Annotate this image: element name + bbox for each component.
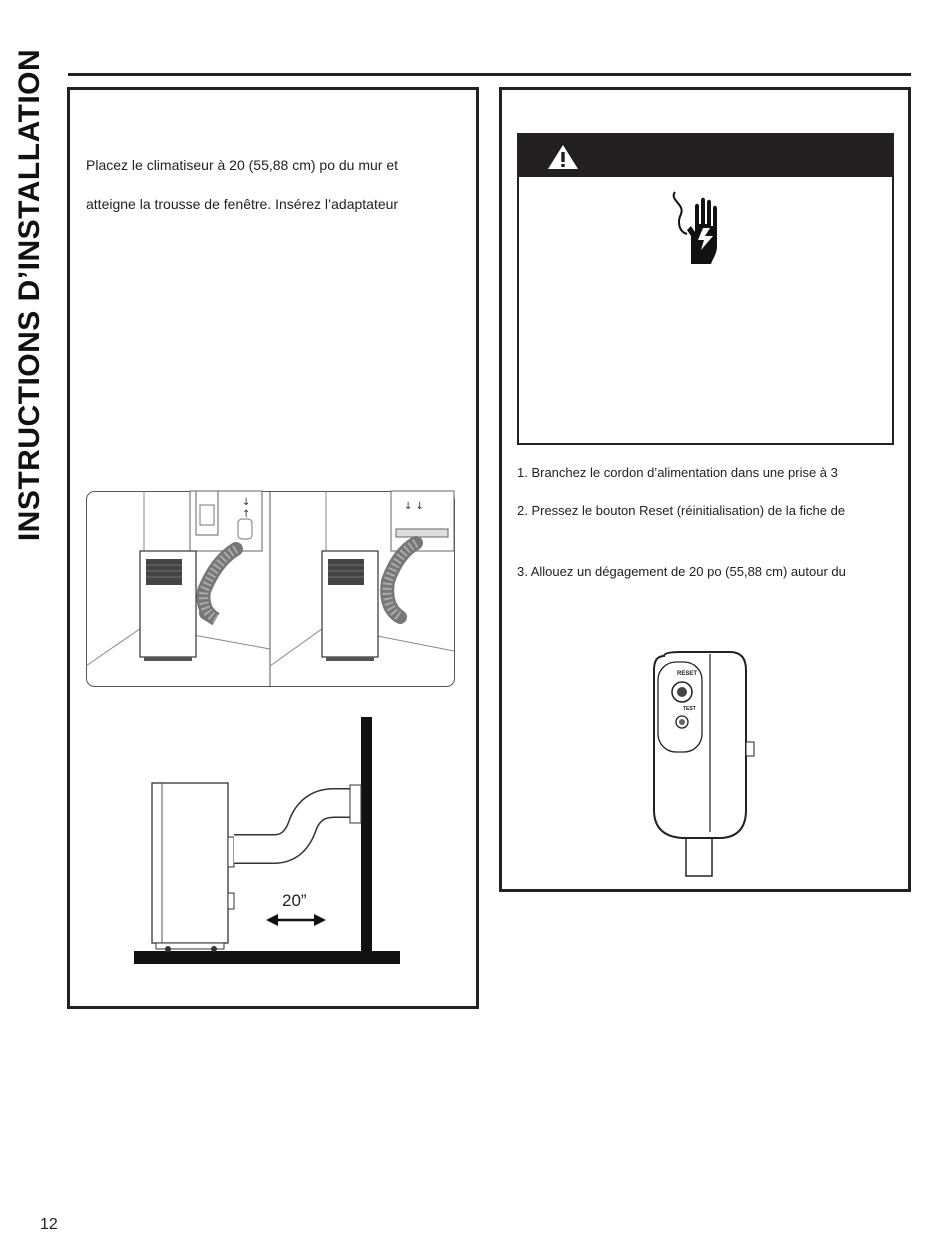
svg-text:↓ ↓: ↓ ↓ [404, 501, 424, 512]
clearance-side-view-illustration [134, 717, 400, 967]
section-title [0, 0, 60, 560]
warning-triangle-icon [547, 144, 579, 170]
svg-text:↑: ↑ [242, 509, 251, 520]
svg-text:↓: ↓ [242, 497, 251, 508]
step-1: 1. Branchez le cordon d’alimentation dans une prise à 3 [517, 465, 838, 480]
left-paragraph-line-1: Placez le climatiseur à 20 (55,88 cm) po du mur et [86, 157, 399, 173]
plug-reset-label: RESET [677, 671, 698, 677]
warning-bar [519, 135, 892, 177]
section-title-text: INSTRUCTIONS D’INSTALLATION [13, 48, 46, 542]
page-number: 12 [40, 1216, 58, 1233]
step-3: 3. Allouez un dégagement de 20 po (55,88 cm) autour du [517, 564, 846, 579]
electric-shock-hand-icon [667, 190, 737, 270]
step-2: 2. Pressez le bouton Reset (réinitialisation) de la fiche de [517, 503, 846, 518]
left-paragraph-line-2: atteigne la trousse de fenêtre. Insérez l’adaptateur [86, 196, 399, 212]
clearance-label: 20” [282, 891, 307, 910]
window-installation-illustration [86, 491, 455, 687]
lcdi-plug-illustration [650, 650, 758, 876]
plug-test-label: TEST [683, 706, 696, 712]
warning-box [517, 133, 894, 445]
top-rule [68, 73, 911, 76]
